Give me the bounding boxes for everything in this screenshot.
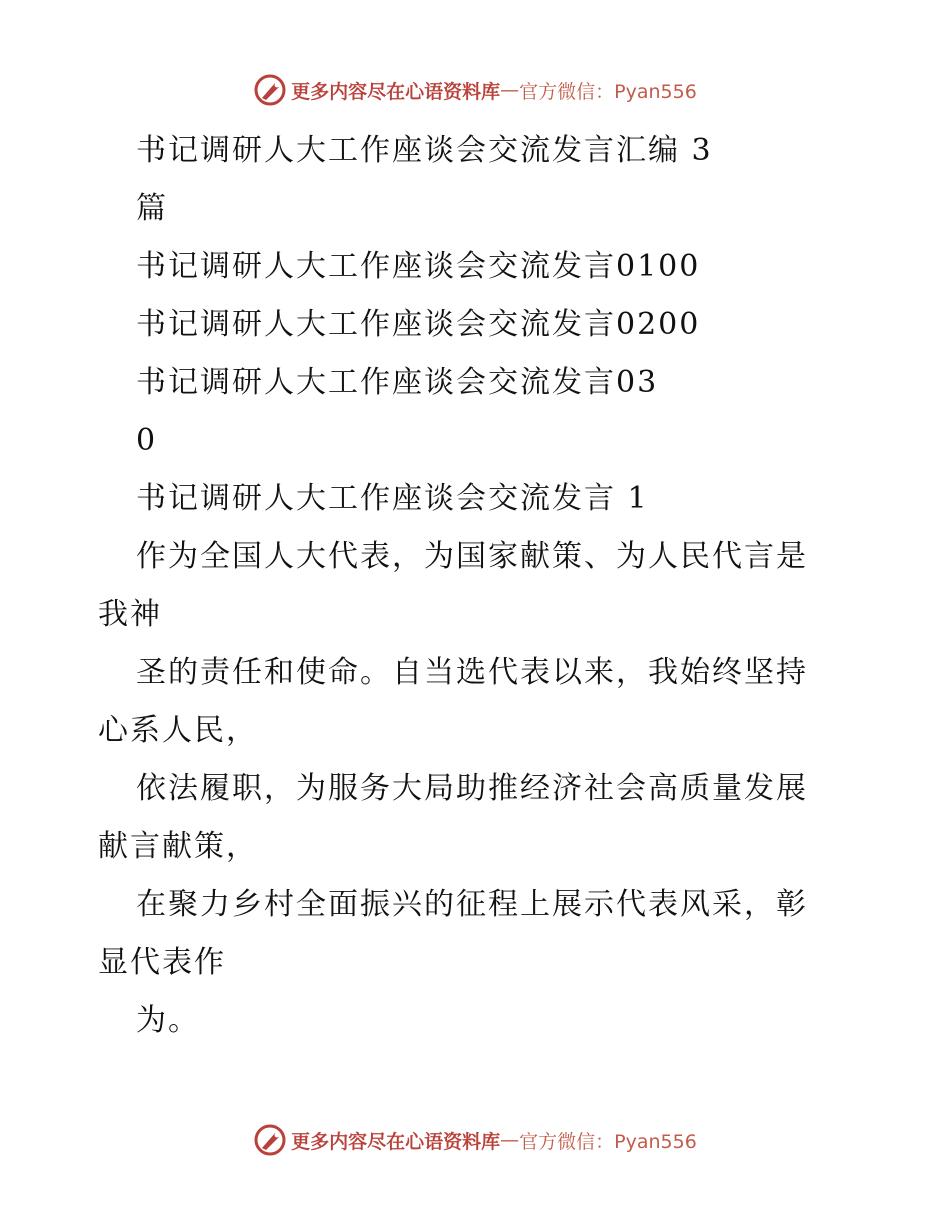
pen-logo-icon xyxy=(253,1123,287,1157)
doc-line: 我神 xyxy=(98,597,162,632)
document-body xyxy=(98,122,858,1050)
banner-text: 更多内容尽在心语资料库 xyxy=(291,1130,501,1153)
doc-line: 作为全国人大代表，为国家献策、为人民代言是 xyxy=(136,539,808,574)
doc-line: 书记调研人大工作座谈会交流发言 1 xyxy=(136,481,649,516)
doc-line: 心系人民， xyxy=(98,713,258,748)
header-banner xyxy=(0,70,950,110)
banner-wechat: 官方微信：Pyan556 xyxy=(519,1130,697,1153)
doc-line: 篇 xyxy=(136,191,168,226)
doc-line: 书记调研人大工作座谈会交流发言03 xyxy=(136,365,659,400)
doc-line: 书记调研人大工作座谈会交流发言0100 xyxy=(136,249,701,284)
doc-line: 0 xyxy=(136,423,158,458)
banner-separator: — xyxy=(500,1129,520,1151)
doc-line: 显代表作 xyxy=(98,945,226,980)
banner-wechat: 官方微信：Pyan556 xyxy=(519,80,697,103)
banner-text: 更多内容尽在心语资料库 xyxy=(291,80,501,103)
pen-logo-icon xyxy=(253,73,287,107)
doc-line: 在聚力乡村全面振兴的征程上展示代表风采，彰 xyxy=(136,887,808,922)
banner-separator: — xyxy=(500,79,520,101)
footer-banner xyxy=(0,1120,950,1160)
doc-line: 书记调研人大工作座谈会交流发言汇编 3 xyxy=(136,133,713,168)
doc-line: 书记调研人大工作座谈会交流发言0200 xyxy=(136,307,701,342)
doc-line: 为。 xyxy=(136,1003,200,1038)
doc-line: 圣的责任和使命。自当选代表以来，我始终坚持 xyxy=(136,655,808,690)
doc-line: 依法履职，为服务大局助推经济社会高质量发展 xyxy=(136,771,808,806)
doc-line: 献言献策， xyxy=(98,829,258,864)
